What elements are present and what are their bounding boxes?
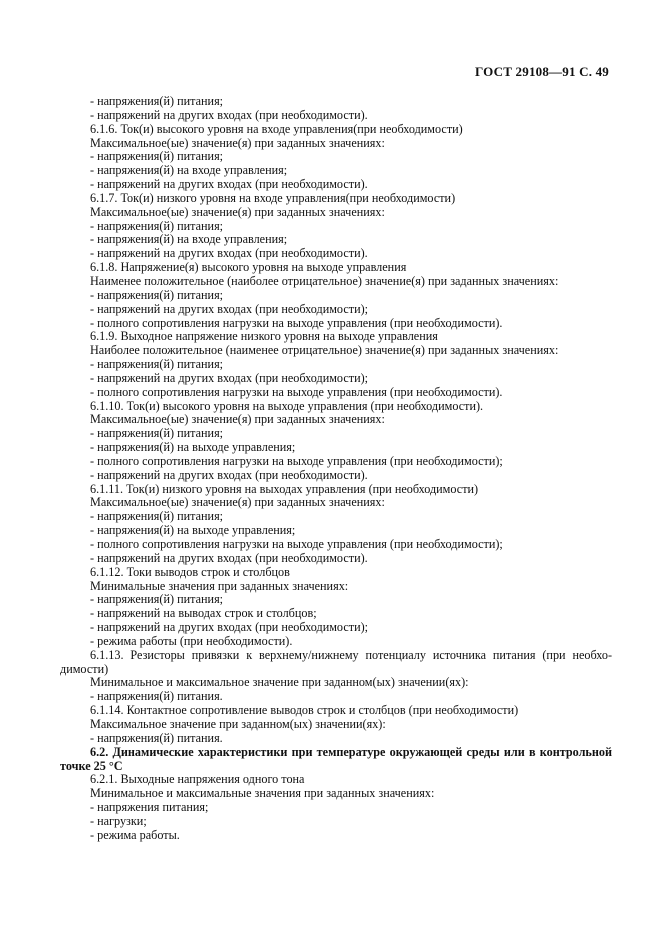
text-line: Максимальное(ые) значение(я) при заданных значениях: xyxy=(90,412,385,427)
text-line: - напряжения(й) питания; xyxy=(90,287,224,302)
text-line: Минимальные значения при заданных значениях: xyxy=(90,578,349,593)
text-line: - полного сопротивления нагрузки на выходе управления (при необходимости); xyxy=(90,453,503,468)
text-line: Минимальное и максимальные значения при заданных значениях: xyxy=(90,786,435,801)
text-line: 6.2.1. Выходные напряжения одного тона xyxy=(90,772,305,787)
text-line: - напряжений на других входах (при необходимости). xyxy=(90,107,368,122)
text-line: 6.1.12. Токи выводов строк и столбцов xyxy=(90,564,290,579)
text-line: Максимальное(ые) значение(я) при заданных значениях: xyxy=(90,495,385,510)
text-line: Минимальное и максимальное значение при заданном(ых) значении(ях): xyxy=(90,675,469,690)
text-line: - полного сопротивления нагрузки на выходе управления (при необходимости); xyxy=(90,537,503,551)
text-line: 6.1.7. Ток(и) низкого уровня на входе управления(при необходимости) xyxy=(90,190,456,205)
text-line: - напряжений на других входах (при необходимости); xyxy=(90,370,369,385)
page-header: ГОСТ 29108—91 С. 49 xyxy=(475,64,609,79)
text-line: 6.1.13. Резисторы привязки к верхнему/нижнему потенциалу источника питания (при необходимости) xyxy=(60,647,612,676)
text-line: - напряжений на других входах (при необходимости). xyxy=(90,550,368,565)
text-line: - напряжения(й) питания. xyxy=(90,730,223,745)
text-line: - напряжений на других входах (при необходимости). xyxy=(90,177,368,192)
text-line: - режима работы. xyxy=(90,827,180,842)
text-line: Максимальное значение при заданном(ых) значении(ях): xyxy=(90,716,386,731)
text-line: - режима работы (при необходимости). xyxy=(90,633,293,648)
text-line: - напряжения(й) на выходе управления; xyxy=(90,440,296,455)
text-line: - напряжения(й) питания; xyxy=(90,509,224,524)
text-line: - напряжений на других входах (при необходимости). xyxy=(90,246,368,261)
text-line: - напряжения(й) питания; xyxy=(90,426,224,441)
text-line: - напряжений на других входах (при необходимости). xyxy=(90,467,368,482)
text-line: 6.1.8. Напряжение(я) высокого уровня на выходе управления xyxy=(90,260,407,275)
text-line: - напряжения(й) на выходе управления; xyxy=(90,523,296,538)
text-line: - напряжения(й) на входе управления; xyxy=(90,232,288,247)
text-line: - полного сопротивления нагрузки на выходе управления (при необходимости). xyxy=(90,315,503,330)
text-line: - напряжений на других входах (при необходимости); xyxy=(90,620,369,635)
text-line: - нагрузки; xyxy=(90,813,147,828)
text-line: Наименее положительное (наиболее отрицательное) значение(я) при заданных значениях: xyxy=(90,273,559,288)
text-line: 6.1.9. Выходное напряжение низкого уровня на выходе управления xyxy=(90,329,438,344)
text-line: - напряжения(й) на входе управления; xyxy=(90,163,288,178)
text-line: 6.2. Динамические характеристики при температуре окружающей среды или в контрольной точке 25 °С xyxy=(60,744,612,773)
document-body xyxy=(60,95,612,843)
text-line: 6.1.10. Ток(и) высокого уровня на выходе управления (при необходимости). xyxy=(90,398,484,413)
text-line: Наиболее положительное (наименее отрицательное) значение(я) при заданных значениях: xyxy=(90,343,559,358)
text-line: - напряжения(й) питания; xyxy=(90,357,224,372)
text-line: 6.1.14. Контактное сопротивление выводов строк и столбцов (при необходимости) xyxy=(90,703,519,718)
text-line: - напряжения(й) питания; xyxy=(90,592,224,607)
text-line: 6.1.6. Ток(и) высокого уровня на входе управления(при необходимости) xyxy=(90,121,463,136)
text-line: - напряжения(й) питания. xyxy=(90,689,223,704)
text-line: - напряжений на других входах (при необходимости); xyxy=(90,301,369,316)
text-line: - полного сопротивления нагрузки на выходе управления (при необходимости). xyxy=(90,384,503,399)
text-line: - напряжений на выводах строк и столбцов; xyxy=(90,606,317,621)
text-line: 6.1.11. Ток(и) низкого уровня на выходах управления (при необходимости) xyxy=(90,481,479,496)
text-line: - напряжения(й) питания; xyxy=(90,149,224,164)
text-line: Максимальное(ые) значение(я) при заданных значениях: xyxy=(90,135,385,150)
text-line: - напряжения(й) питания; xyxy=(90,218,224,233)
text-line: Максимальное(ые) значение(я) при заданных значениях: xyxy=(90,204,385,219)
text-line: - напряжения питания; xyxy=(90,800,209,815)
text-line: - напряжения(й) питания; xyxy=(90,94,224,108)
